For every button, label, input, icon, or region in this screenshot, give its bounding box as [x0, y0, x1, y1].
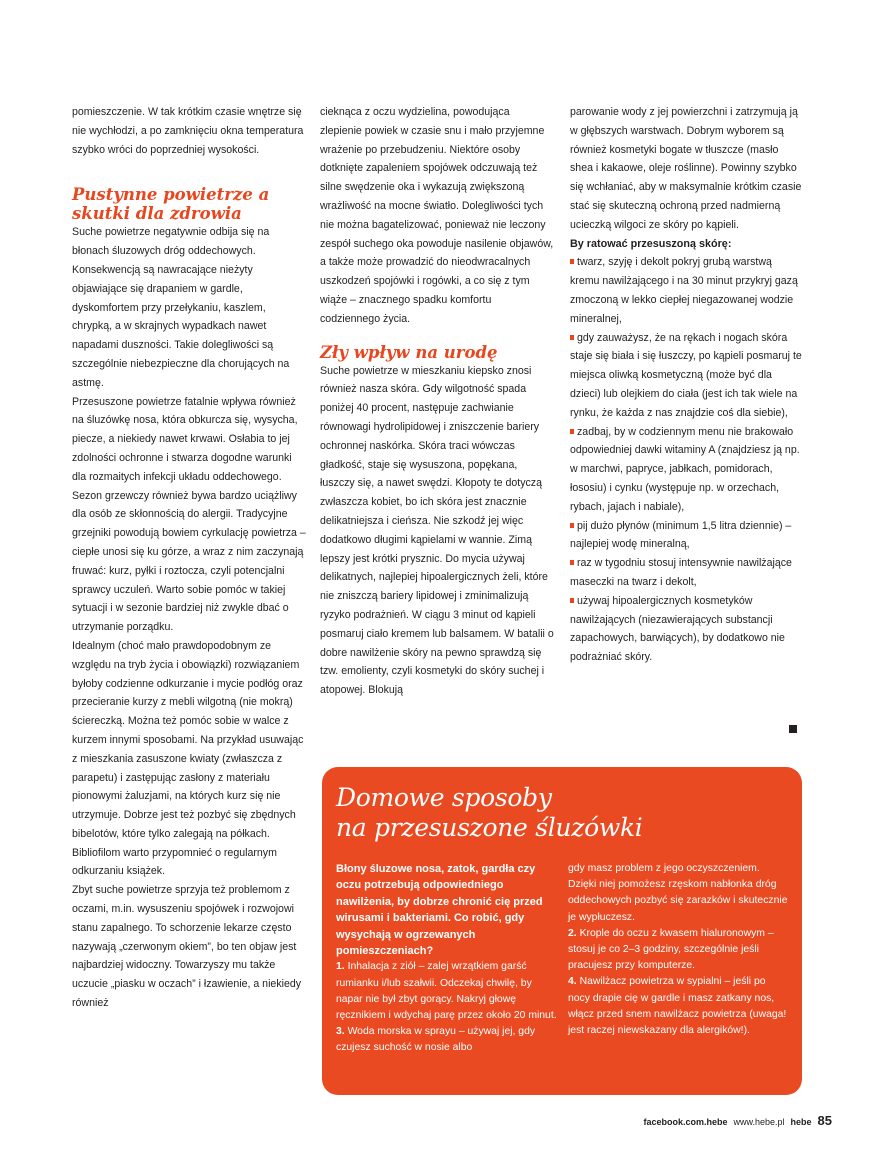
paragraph: cieknąca z oczu wydzielina, powodująca zlepienie powiek w czasie snu i mało przyjemne wrażenie po przebudzeniu. Niektóre osoby dotknięte zapaleniem spojówek odczuwają też silne swędzenie oka i wykazują zwiększoną wrażliwość na mocne światło. Dolegliwości tych nie można bagatelizować, ponieważ nie leczony zespół suchego oka powoduje nasilenie objawów, a także może prowadzić do nieodwracalnych uszkodzeń spojówki i rogówki, a co się z tym wiąże – znacznego spadku komfortu codziennego życia.: [320, 106, 554, 325]
box-column-2: [568, 861, 790, 1039]
article-column-1: [72, 103, 306, 1013]
page-number: 85: [817, 1113, 832, 1128]
website-link[interactable]: www.hebe.pl: [733, 1117, 785, 1127]
paragraph: Suche powietrze negatywnie odbija się na błonach śluzowych dróg oddechowych. Konsekwencją są nawracające nieżyty objawiające się drapaniem w gardle, dyskomfortem przy przełykaniu, kaszlem, chrypką, a w skrajnych wypadkach nawet napadami duszności. Takie dolegliwości są szczególnie niebezpieczne dla chorujących na astmę.: [72, 226, 290, 389]
end-of-article-square-icon: [789, 725, 797, 733]
bullet-icon: [570, 429, 574, 434]
list-item: twarz, szyję i dekolt pokryj grubą warstwą kremu nawilżającego i na 30 minut przykryj gazą zmoczoną w lekko ciepłej niegazowanej wodzie mineralnej,: [570, 256, 798, 325]
remedy-4: 4. Nawilżacz powietrza w sypialni – jeśli po nocy drapie cię w gardle i masz zatkany nos, włącz przed snem nawilżacz powietrza (uwaga! jest raczej niewskazany dla alergików!).: [568, 976, 787, 1037]
remedy-3-continued: gdy masz problem z jego oczyszczeniem. Dzięki niej pomożesz rzęskom nabłonka dróg oddechowych pozbyć się zarazków i skutecznie je wypłuczesz.: [568, 863, 788, 923]
box-title: Domowe sposoby na przesuszone śluzówki: [336, 783, 643, 842]
bullet-icon: [570, 560, 574, 565]
list-item: raz w tygodniu stosuj intensywnie nawilżające maseczki na twarz i dekolt,: [570, 557, 792, 588]
paragraph: Przesuszone powietrze fatalnie wpływa również na śluzówkę nosa, która obkurcza się, wysycha, piecze, a niekiedy nawet krwawi. Osłabia to jej zdolności ochronne i stwarza dogodne warunki dla rozmaitych infekcji układu oddechowego.: [72, 395, 298, 483]
paragraph: Idealnym (choć mało prawdopodobnym ze względu na tryb życia i obowiązki) rozwiązaniem byłoby codzienne odkurzanie i mycie podłóg oraz przecieranie kurzy z mebli wilgotną (nie mokrą) ściereczką. Można też pomóc sobie w walce z kurzem innymi sposobami. Na przykład usuwając z mieszkania zasuszone kwiaty (zwłaszcza z parapetu) i zastępując zasłony z materiału pionowymi żaluzjami, na których kurz się nie utrzymuje. Dobrze jest też pozbyć się zbędnych bibelotów, które tylko zalegają na półkach. Bibliofilom warto przypomnieć o regularnym odkurzaniu książek.: [72, 639, 304, 878]
bullet-icon: [570, 335, 574, 340]
list-item: używaj hipoalergicznych kosmetyków nawilżających (niezawierających substancji zapachowych, barwiących), by dodatkowo nie podrażniać skóry.: [570, 594, 785, 664]
remedy-1: 1. Inhalacja z ziół – zalej wrzątkiem garść rumianku i/lub szałwii. Odczekaj chwilę, by napar nie był zbyt gorący. Nakryj głowę ręcznikiem i wdychaj parę przez około 20 minut.: [336, 961, 557, 1022]
tips-list: [570, 253, 804, 667]
list-heading: By ratować przesuszoną skórę:: [570, 237, 732, 250]
paragraph: pomieszczenie. W tak krótkim czasie wnętrze się nie wychłodzi, a po zamknięciu okna temperatura szybko wróci do poprzedniej wysokości.: [72, 106, 304, 156]
bullet-icon: [570, 523, 574, 528]
section-heading-dry-air: Pustynne powietrze a skutki dla zdrowia: [72, 185, 270, 224]
list-item: zadbaj, by w codziennym menu nie brakowało odpowiedniej dawki witaminy A (znajdziesz ją np. w marchwi, papryce, jabłkach, pomidorach, łososiu) i cynku (występuje np. w orzechach, rybach, jajach i nabiale),: [570, 425, 800, 513]
home-remedies-box: [322, 767, 802, 1095]
page-footer: [643, 1113, 832, 1128]
list-item: gdy zauważysz, że na rękach i nogach skóra staje się biała i się łuszczy, po kąpieli posmaruj te miejsca oliwką kosmetyczną (może być dla dzieci) lub olejkiem do ciała (jest ich tak wiele na rynku, że każda z nas znajdzie coś dla siebie),: [570, 331, 802, 419]
box-column-1: [336, 861, 558, 1057]
paragraph: Suche powietrze w mieszkaniu kiepsko znosi również nasza skóra. Gdy wilgotność spada poniżej 40 procent, następuje zachwianie równowagi hydrolipidowej i zniszczenie bariery ochronnej naskórka. Skóra traci wówczas gładkość, staje się wysuszona, popękana, łuszczy się, a nawet swędzi. Kłopoty te dotyczą zwłaszcza kobiet, bo ich skóra jest znacznie delikatniejsza i cieńsza. Nie szkodź jej więc dodatkowo długimi kąpielami w wannie. Zimą lepszy jest krótki prysznic. Do mycia używaj delikatnych, najlepiej hipoalergicznych żeli, które nie zniszczą bariery lipidowej i zminimalizują ryzyko podrażnień. W ciągu 3 minut od kąpieli posmaruj ciało kremem lub balsamem. W batalii o dobre nawilżenie skóry na pewno sprawdzą się tzw. emolienty, czyli kosmetyki do skóry suchej i atopowej. Blokują: [320, 364, 554, 697]
remedy-3: 3. Woda morska w sprayu – używaj jej, gdy czujesz suchość w nosie albo: [336, 1026, 536, 1054]
paragraph: Zbyt suche powietrze sprzyja też problemom z oczami, m.in. wysuszeniu spojówek i rozwojowi stanu zapalnego. To schorzenie lekarze często nazywają „czerwonym okiem”, bo ten objaw jest najbardziej widoczny. Towarzyszy mu także uczucie „piasku w oczach” i łzawienie, a niekiedy również: [72, 884, 302, 1010]
brand-name: hebe: [790, 1117, 812, 1127]
paragraph: parowanie wody z jej powierzchni i zatrzymują ją w głębszych warstwach. Dobrym wyborem są również kosmetyki bogate w tłuszcze (masło shea i kakaowe, oleje roślinne). Powinny szybko się wchłaniać, aby w maksymalnie krótkim czasie stać się skuteczną ochroną przed nadmierną ucieczką wilgoci ze skóry po kąpieli.: [570, 106, 802, 231]
bullet-icon: [570, 259, 574, 264]
bullet-icon: [570, 598, 574, 603]
article-column-3: [570, 103, 804, 667]
paragraph: Sezon grzewczy również bywa bardzo uciążliwy dla osób ze skłonnością do alergii. Tradycyjne grzejniki powodują bowiem cyrkulację powietrza – ciepłe unosi się ku górze, a wraz z nim zaczynają fruwać: kurz, pyłki i roztocza, czyli potencjalni sprawcy uczuleń. Warto sobie pomóc w takiej sytuacji i w sezonie bardziej niż zwykle dbać o utrzymanie porządku.: [72, 489, 306, 634]
facebook-link[interactable]: facebook.com.hebe: [643, 1117, 728, 1127]
article-column-2: [320, 103, 554, 700]
box-lead: Błony śluzowe nosa, zatok, gardła czy oczu potrzebują odpowiedniego nawilżenia, by dobrze chronić cię przed wirusami i bakteriami. Co robić, gdy wysychają w ogrzewanych pomieszczeniach?: [336, 863, 543, 958]
remedy-2: 2. Krople do oczu z kwasem hialuronowym – stosuj je co 2–3 godziny, szczególnie jeśli pracujesz przy komputerze.: [568, 927, 774, 972]
list-item: pij dużo płynów (minimum 1,5 litra dziennie) – najlepiej wodę mineralną,: [570, 519, 792, 551]
section-heading-beauty: Zły wpływ na urodę: [320, 342, 498, 362]
